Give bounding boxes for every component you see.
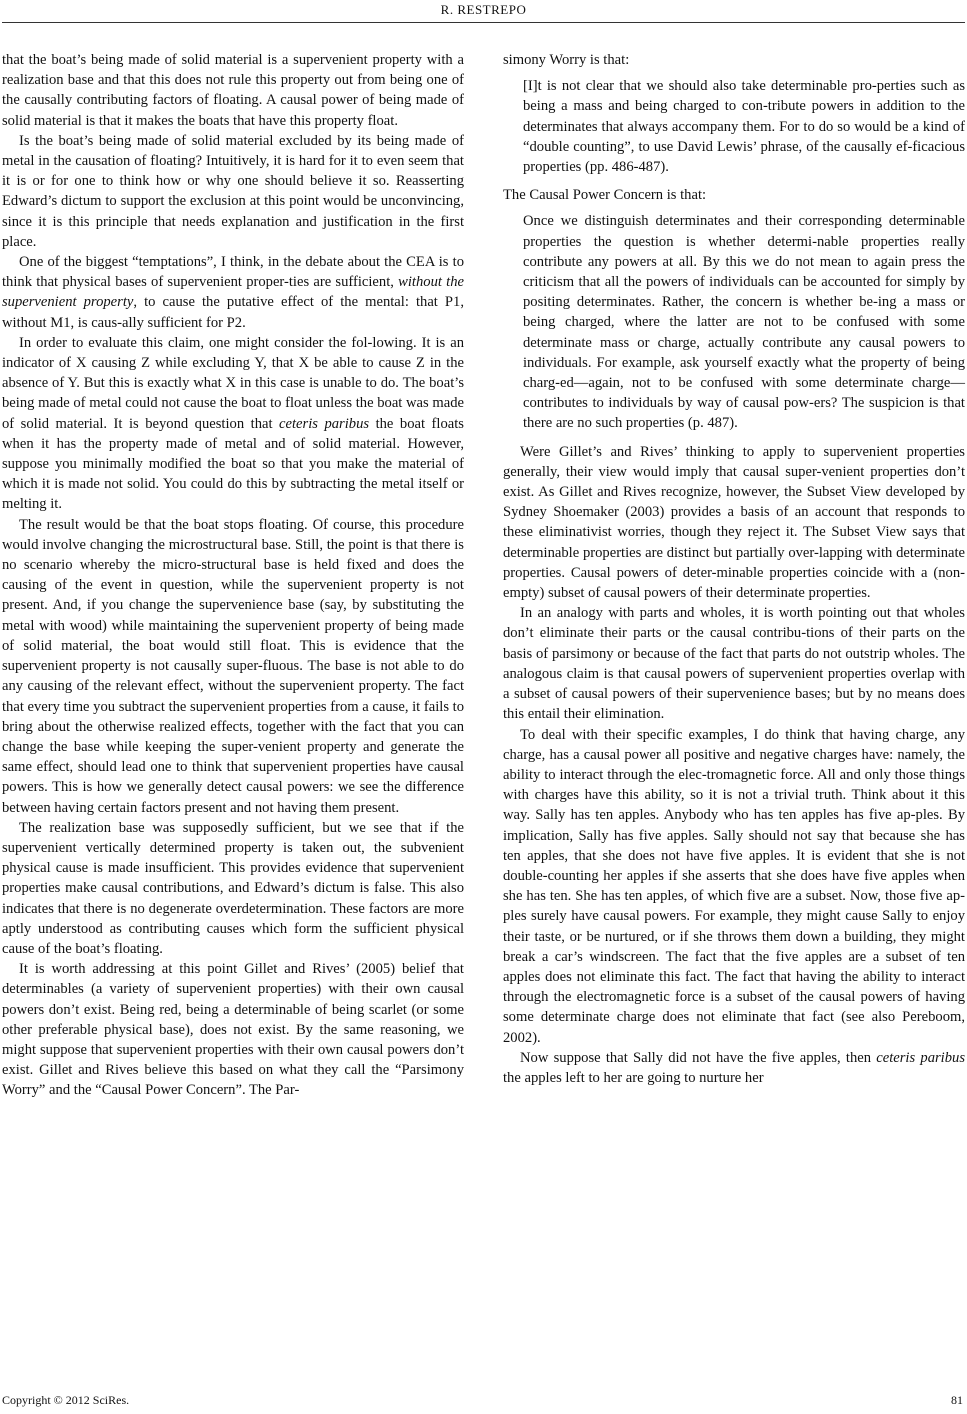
paragraph: Is the boat’s being made of solid material excluded by its being made of metal in the causation of floating? Intuitively, it is hard for it to even seem that it is or for one to think how or why one should believe it so. Reasserting Edward’s dictum to support the exclusion at this point would be unconvincing, since it is this principle that needs explanation and justification in the first place. <box>2 132 464 250</box>
text-span: One of the biggest “temptations”, I think, in the debate about the CEA is to think that physical bases of supervenient proper-ties are sufficient, <box>2 254 464 291</box>
paragraph: simony Worry is that: <box>503 52 630 68</box>
paragraph <box>2 252 464 333</box>
emphasis: without the supervenient property <box>2 274 464 311</box>
paragraph: The result would be that the boat stops floating. Of course, this procedure would involve changing the microstructural base. Still, the point is that there is no scenario whereby the micro-structural base is held fixed and does the causing of the event in question, while the supervenient property is not present. And, if you change the supervenience base (say, by substituting the metal with wood) while maintaining the supervenient property of being made of solid material, the boat would still float. This is evidence that the supervenient property is not causally super-fluous. The base is not able to do any causing of the relevant effect, without the supervenient property. The fact that every time you subtract the supervenient properties from a cause, it fails to bring about the otherwise realized effects, together with the fact that you can change the base while keeping the super-venient property and generate the same effect, should lead one to think that supervenient properties have causal powers. This is how we generally detect causal powers: we see the difference between having certain factors present and not having them present. <box>2 516 464 816</box>
paragraph: It is worth addressing at this point Gillet and Rives’ (2005) belief that determinables (a variety of supervenient properties) with their own causal powers don’t exist. Being red, being a determinable of being scarlet (or some other preferable physical base), does not exist. By the same reasoning, we might suppose that supervenient properties with their own causal powers don’t exist. Gillet and Rives believe this based on what they call the “Parsimony Worry” and the “Causal Power Concern”. The Par- <box>2 961 464 1099</box>
paragraph <box>2 333 464 515</box>
page-number: 81 <box>951 1393 963 1407</box>
block-quote: Once we distinguish determinates and their corresponding determinable properties the question is whether determi-nable properties really contribute any powers at all. By this we do not mean to again press the criticism that all the powers of individuals can be accounted for simply by positing determinates. Rather, the concern is whether be-ing a mass or being charged, where the latter are not to be confused with some determinate mass or charge, actually contribute any causal powers to individuals. For example, ask yourself exactly what the property of being charg-ed—again, not to be confused with some determinate charge—contributes to individuals by way of causal pow-ers? The suspicion is that there are no such properties (p. 487). <box>523 213 965 432</box>
emphasis: ceteris paribus <box>876 1049 965 1066</box>
paragraph <box>503 1048 965 1088</box>
left-column <box>2 50 464 1101</box>
text-span: the boat floats when it has the property made of metal and of solid material. However, suppose you minimally modified the boat so that you make the material of which it is made not solid. You could do this by subtracting the metal itself or melting it. <box>2 415 464 513</box>
block-quote: [I]t is not clear that we should also take determinable pro-perties such as being a mass and being charged to con-tribute powers in addition to the determinates that always accompany them. For to do so would be a kind of “double counting”, to use David Lewis’ phrase, of the causally ef-ficacious properties (pp. 486-487). <box>523 78 965 176</box>
text-span: , to cause the putative effect of the mental: that P1, without M1, is caus-ally sufficient for P2. <box>2 294 464 331</box>
paragraph: The Causal Power Concern is that: <box>503 187 707 204</box>
text-span: Now suppose that Sally did not have the five apples, then <box>520 1049 872 1066</box>
paragraph: The realization base was supposedly sufficient, but we see that if the supervenient vertically determined property is taken out, the subvenient physical cause is made insufficient. This provides evidence that supervenient properties make causal contributions, and Edward’s dictum is false. This also indicates that there is no degenerate overdetermination. These factors are more aptly understood as contributing causes which form the sufficient physical cause of the boat’s floating. <box>2 819 464 957</box>
copyright-notice: Copyright © 2012 SciRes. <box>2 1393 130 1407</box>
header-rule <box>2 22 965 23</box>
emphasis: ceteris paribus <box>279 415 370 432</box>
paragraph: that the boat’s being made of solid material is a supervenient property with a realization base and that this does not rule this property out from being one of the causally contributing factors of floating. A causal power of being made of solid material is that it makes the boats that have this property float. <box>2 52 464 129</box>
paragraph: To deal with their specific examples, I do think that having charge, any charge, has a causal power all positive and negative charges have: namely, the ability to interact through the elec-tromagnetic force. All and only those things with charges have this ability, so it is not a trivial truth. Think about it this way. Sally has ten apples. Anybody who has ten apples has five ap-ples. By implication, Sally has five apples. Sally should not say that because she has ten apples, that she does not have five apples. It is evident that she is not double-counting her apples if she asserts that she does have five apples when she has ten. She has ten apples, of which five are a subset. Now, those five ap-ples surely have causal powers. For example, they might cause Sally to enjoy their taste, or be nurtured, or if she throws them down a building, they might break a car’s windscreen. The fact that the five apples are a subset of ten apples does not eliminate this fact. The fact that having the ability to interact through the electromagnetic force is a subset of the causal powers of having some determinate charge does not eliminate that fact (see also Pereboom, 2002). <box>503 726 965 1046</box>
text-span: In order to evaluate this claim, one might consider the fol-lowing. It is an indicator of X causing Z while excluding Y, that X be able to cause Z in the absence of Y. But this is exactly what X in this case is unable to do. The boat’s being made of metal could not cause the boat to float unless the boat was made of solid material. It is beyond question that <box>2 334 464 432</box>
paragraph: Were Gillet’s and Rives’ thinking to apply to supervenient properties generally, their view would imply that causal super-venient properties don’t exist. As Gillet and Rives recognize, however, the Subset View developed by Sydney Shoemaker (2003) provides a basis of an account that responds to these eliminativist worries, though they reject it. The Subset View says that determinable properties are distinct but partially over-lapping with determinate properties. Causal powers of deter-minable properties coincide with a (non-empty) subset of causal powers of their determinate properties. <box>503 443 965 602</box>
right-column <box>503 50 965 1088</box>
running-head: R. RESTREPO <box>440 2 527 17</box>
paragraph: In an analogy with parts and wholes, it is worth pointing out that wholes don’t eliminate their parts or the causal contribu-tions of their parts on the basis of parsimony or because of the fact that parts do not outstrip wholes. The analogous claim is that causal powers of supervenient properties overlap with a subset of causal powers of their supervenience bases; but by no means does this entail their elimination. <box>503 605 965 723</box>
text-span: the apples left to her are going to nurture her <box>503 1069 764 1086</box>
